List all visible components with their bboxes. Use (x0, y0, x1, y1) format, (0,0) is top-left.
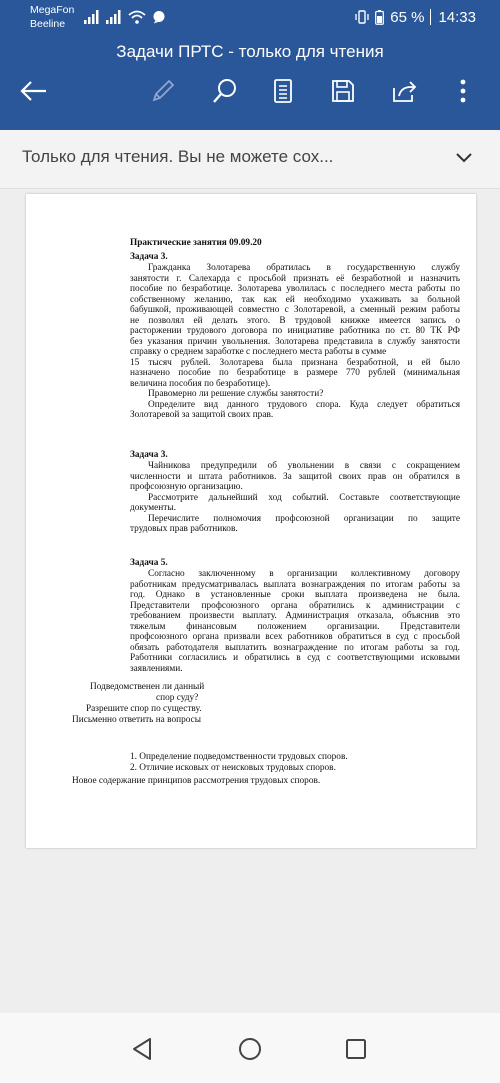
task3-line: Согласно заключенному в организации коллективному договору (148, 569, 460, 579)
circle-home-icon (238, 1037, 262, 1061)
task1-line: назначено пособие по безработице в размере 770 рублей (минимальная (130, 368, 460, 378)
vibrate-icon (355, 10, 369, 24)
task3-line: тяжелым финансовым положением организации. Представители (130, 621, 460, 632)
wifi-icon (128, 10, 146, 24)
more-options-button[interactable] (448, 76, 478, 106)
task3-question-3: Письменно ответить на вопросы (72, 715, 201, 725)
app-bar (0, 34, 500, 130)
questions-list (130, 752, 450, 773)
task3-line: Работники согласились и обратились в суд с соответствующими исковыми (130, 653, 460, 663)
carrier-1: MegaFon (30, 4, 75, 16)
share-button[interactable] (390, 76, 420, 106)
task1-line: Гражданка Золотарева обратилась в государственную службу (148, 263, 460, 273)
task3-line: работникам предусматривалась выплата вознаграждения по итогам работы за (130, 579, 460, 590)
task3-line: профсоюзного органа призвали всех работников обратиться в суд с просьбой (130, 632, 460, 642)
status-icons-left (84, 9, 166, 25)
system-navigation-bar (0, 1013, 500, 1083)
task2-question: Перечислите полномочия профсоюзной организации по защите (148, 513, 460, 524)
nav-home-button[interactable] (236, 1035, 264, 1063)
task3-line: заявлениями. (130, 663, 183, 674)
search-button[interactable] (210, 76, 240, 106)
share-icon (392, 79, 418, 103)
task2-question: Рассмотрите дальнейший ход событий. Составьте соответствующие (148, 492, 460, 503)
chevron-down-icon[interactable] (454, 148, 474, 168)
back-button[interactable] (18, 76, 48, 106)
nav-recents-button[interactable] (342, 1035, 370, 1063)
doc-heading: Практические занятия 09.09.20 (130, 238, 262, 248)
read-only-message: Только для чтения. Вы не можете сох... (22, 147, 334, 166)
status-bar (0, 0, 500, 34)
task1-line: 15 тысяч рублей. Золотарева была признана безработной, и ей было (130, 357, 460, 368)
task1-line: без указания причин увольнения. Золотарева представила в службу занятости (130, 336, 460, 347)
search-icon (212, 78, 238, 104)
task2-line: численности и штата работников. За защитой своих прав он обратился в (130, 471, 460, 482)
task1-question: Золотаревой за защитой своих прав. (130, 410, 274, 420)
chat-icon (152, 10, 166, 24)
clock: 14:33 (438, 8, 476, 26)
task1-line: справку о среднем заработке с последнего места работы в сумме (130, 347, 387, 357)
task3-line: год. Однако в установленные сроки выплата произведена не была. (130, 590, 460, 600)
more-vertical-icon (459, 78, 467, 104)
task3-question-1b: спор суду? (156, 693, 199, 703)
task3-question-1: Подведомственен ли данный (90, 682, 205, 692)
task3-question-2: Разрешите спор по существу. (86, 704, 202, 714)
task3-line: обязать работодателя выплатить вознаграждение по итогам работы за год. (130, 642, 460, 653)
task1-line: бабушкой, проживающей совместно с Золотаревой, а сменный режим работы (130, 305, 460, 315)
save-button[interactable] (328, 76, 358, 106)
battery-icon (375, 10, 384, 25)
task1-question: Правомерно ли решение службы занятости? (148, 389, 324, 399)
read-only-banner[interactable] (0, 130, 500, 189)
document-title: Задачи ПРТС - только для чтения (116, 42, 384, 61)
footer-line: Новое содержание принципов рассмотрения трудовых споров. (72, 776, 321, 786)
nav-back-button[interactable] (128, 1035, 156, 1063)
edit-button[interactable] (148, 76, 178, 106)
task2-line: Чайникова предупредили об увольнении в связи с сокращением (148, 461, 460, 471)
task1-line: пособие по безработице. Золотарева уволилась с последнего места работы по (130, 284, 460, 294)
save-icon (331, 79, 355, 103)
square-recents-icon (345, 1038, 367, 1060)
signal-icon-2 (106, 10, 122, 24)
task2-line: профсоюзную организацию. (130, 482, 243, 492)
task2-question: трудовых прав работников. (130, 524, 238, 534)
task2-body (130, 461, 460, 535)
carrier-info (30, 3, 74, 31)
list-item: 2. Отличие исковых от неисковых трудовых споров. (130, 762, 336, 773)
task1-question: Определите вид данного трудового спора. Куда следует обратиться (148, 399, 460, 410)
reading-view-button[interactable] (268, 76, 298, 106)
triangle-back-icon (131, 1037, 153, 1061)
task3-body (130, 569, 460, 674)
task1-line: расторжении трудового договора по инициативе работника по ст. 80 ТК РФ (130, 326, 460, 336)
back-arrow-icon (19, 80, 47, 102)
task3-line: требованием произвести выплату. Администрация отказала, объяснив это (130, 611, 460, 621)
task1-line: величина пособия по безработице). (130, 378, 271, 389)
task3-line: Представители профсоюзного органа обратились к администрации с (130, 600, 460, 611)
pen-icon (150, 78, 176, 104)
divider-icon (430, 9, 432, 25)
carrier-2: Beeline (30, 18, 66, 30)
task1-line: собственному желанию, так как ей необходимо ухаживать за больной (130, 294, 460, 305)
signal-icon (84, 10, 100, 24)
task3-title: Задача 5. (130, 558, 168, 568)
list-item: 1. Определение подведомственности трудовых споров. (130, 752, 348, 762)
task1-line: занятости г. Салехарда с просьбой признать её безработной и назначить (130, 273, 460, 284)
task1-line: не позволял ей делать этого. В трудовой книжке имеется запись о (130, 315, 460, 326)
reading-view-icon (273, 78, 293, 104)
task2-title: Задача 3. (130, 450, 168, 460)
task2-question: документы. (130, 503, 176, 513)
task1-title: Задача 3. (130, 252, 168, 262)
document-page[interactable] (26, 194, 476, 848)
task1-body (130, 263, 460, 421)
battery-level: 65 % (390, 8, 425, 26)
status-icons-right (355, 7, 476, 27)
